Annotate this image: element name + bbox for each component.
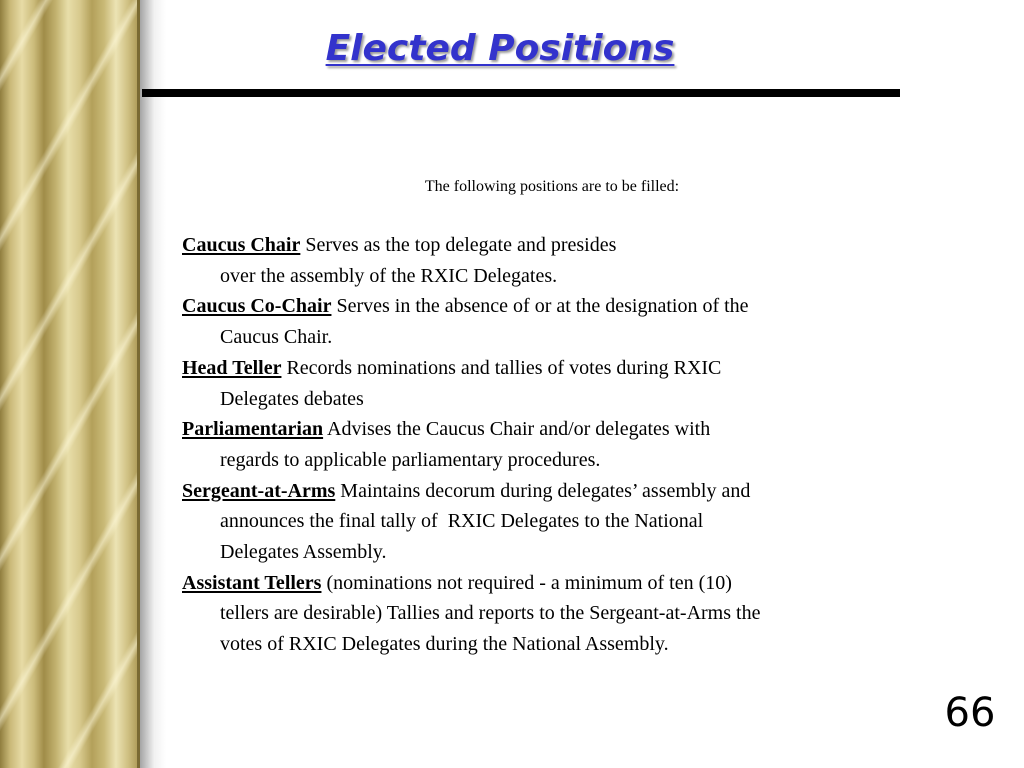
position-name: Caucus Co-Chair xyxy=(182,295,332,318)
position-name: Head Teller xyxy=(182,356,282,379)
position-desc-line: announces the final tally of RXIC Delegates to the National xyxy=(220,510,704,533)
position-desc-line: tellers are desirable) Tallies and reports to the Sergeant-at-Arms the xyxy=(220,602,761,625)
slide-title: Elected Positions xyxy=(325,28,675,69)
position-desc-line: regards to applicable parliamentary procedures. xyxy=(220,448,601,471)
position-desc-line: Serves as the top delegate and presides xyxy=(305,234,617,256)
position-desc-line: over the assembly of the RXIC Delegates. xyxy=(220,264,558,287)
position-desc-line: votes of RXIC Delegates during the National Assembly. xyxy=(220,633,669,656)
positions-list xyxy=(182,230,927,660)
position-desc-line: Delegates Assembly. xyxy=(220,541,387,564)
position-desc-line: (nominations not required - a minimum of ten (10) xyxy=(326,571,732,594)
position-item-assistant-tellers xyxy=(182,568,927,660)
position-name: Caucus Chair xyxy=(182,234,301,256)
title-divider xyxy=(142,89,900,97)
position-item-caucus-co-chair xyxy=(182,291,927,352)
position-name: Assistant Tellers xyxy=(182,571,322,594)
intro-text: The following positions are to be filled: xyxy=(424,178,680,195)
position-item-head-teller xyxy=(182,353,927,414)
position-name: Parliamentarian xyxy=(182,418,324,441)
position-desc-line: Caucus Chair. xyxy=(220,326,333,349)
position-item-sergeant-at-arms xyxy=(182,476,927,568)
column-shadow xyxy=(140,0,166,768)
position-item-parliamentarian xyxy=(182,414,927,475)
position-name: Sergeant-at-Arms xyxy=(182,479,336,502)
position-desc-line: Maintains decorum during delegates’ assembly and xyxy=(340,479,751,502)
gold-column-decoration xyxy=(0,0,140,768)
position-desc-line: Advises the Caucus Chair and/or delegates with xyxy=(327,418,711,441)
page-number: 66 xyxy=(944,690,996,736)
position-desc-line: Records nominations and tallies of votes during RXIC xyxy=(286,356,722,379)
position-desc-line: Delegates debates xyxy=(220,387,364,410)
position-item-caucus-chair xyxy=(182,230,927,291)
position-desc-line: Serves in the absence of or at the designation of the xyxy=(336,295,749,318)
